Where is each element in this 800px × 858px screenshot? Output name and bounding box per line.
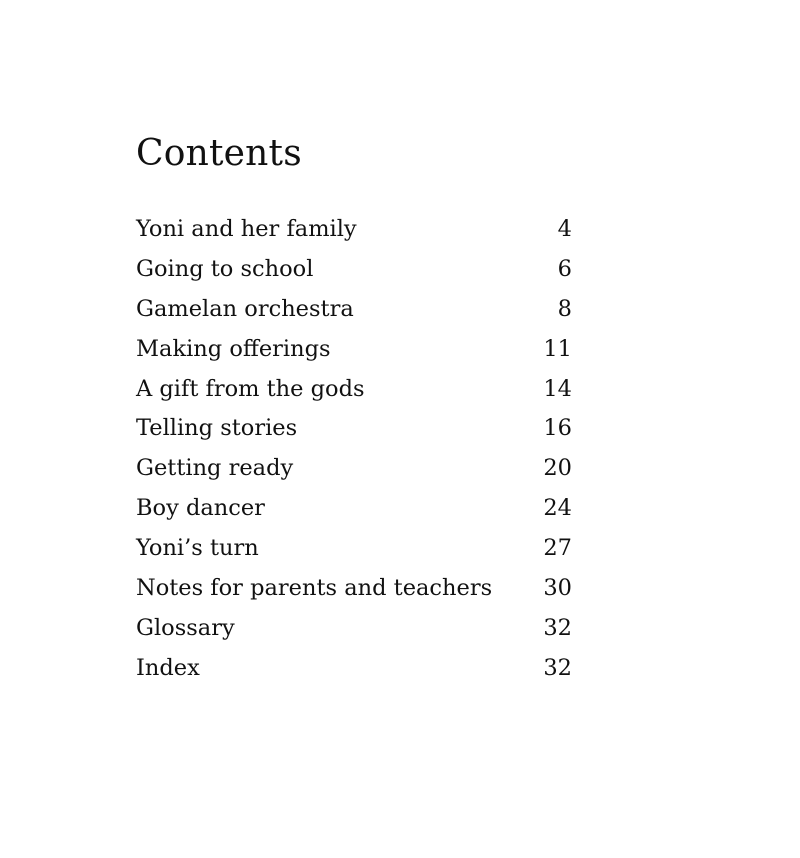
toc-entry-page-number: 6 <box>557 255 572 282</box>
toc-entry-title: Going to school <box>136 255 314 282</box>
toc-entry-title: Yoni and her family <box>136 216 357 242</box>
toc-entry-title: Notes for parents and teachers <box>136 575 493 602</box>
toc-entry[interactable] <box>136 489 572 529</box>
toc-entry[interactable] <box>136 370 572 410</box>
toc-entry-page-number: 14 <box>543 375 572 402</box>
toc-entry-page-number: 30 <box>543 575 572 602</box>
toc-entry-title: Boy dancer <box>136 495 265 522</box>
toc-entry-title: Index <box>136 654 200 681</box>
toc-entry[interactable] <box>136 210 572 250</box>
toc-entry-page-number: 32 <box>543 614 572 641</box>
toc-entry-title: Getting ready <box>136 455 294 482</box>
toc-entry-page-number: 24 <box>543 495 572 522</box>
toc-entry[interactable] <box>136 649 572 689</box>
toc-entry-title: Making offerings <box>136 335 331 362</box>
toc-entry[interactable] <box>136 569 572 609</box>
toc-entry[interactable] <box>136 609 572 649</box>
toc-entry-title: A gift from the gods <box>136 375 365 402</box>
toc-entry[interactable] <box>136 290 572 330</box>
toc-entry-title: Glossary <box>136 614 235 641</box>
toc-entry[interactable] <box>136 409 572 449</box>
toc-entry-page-number: 20 <box>543 455 572 482</box>
toc-entry[interactable] <box>136 250 572 290</box>
toc-entry-title: Yoni’s turn <box>136 535 259 562</box>
toc-entry-page-number: 11 <box>543 335 572 362</box>
toc-entry-page-number: 16 <box>543 415 572 442</box>
toc-entry-title: Telling stories <box>136 415 298 442</box>
toc-entry-title: Gamelan orchestra <box>136 295 354 322</box>
toc-entry-page-number: 27 <box>543 535 572 562</box>
toc-entry[interactable] <box>136 529 572 569</box>
table-of-contents <box>136 210 572 689</box>
toc-entry[interactable] <box>136 330 572 370</box>
page-title: Contents <box>136 133 302 174</box>
toc-entry-page-number: 32 <box>543 654 572 681</box>
toc-entry-page-number: 4 <box>557 216 572 242</box>
toc-entry-page-number: 8 <box>557 295 572 322</box>
toc-entry[interactable] <box>136 449 572 489</box>
